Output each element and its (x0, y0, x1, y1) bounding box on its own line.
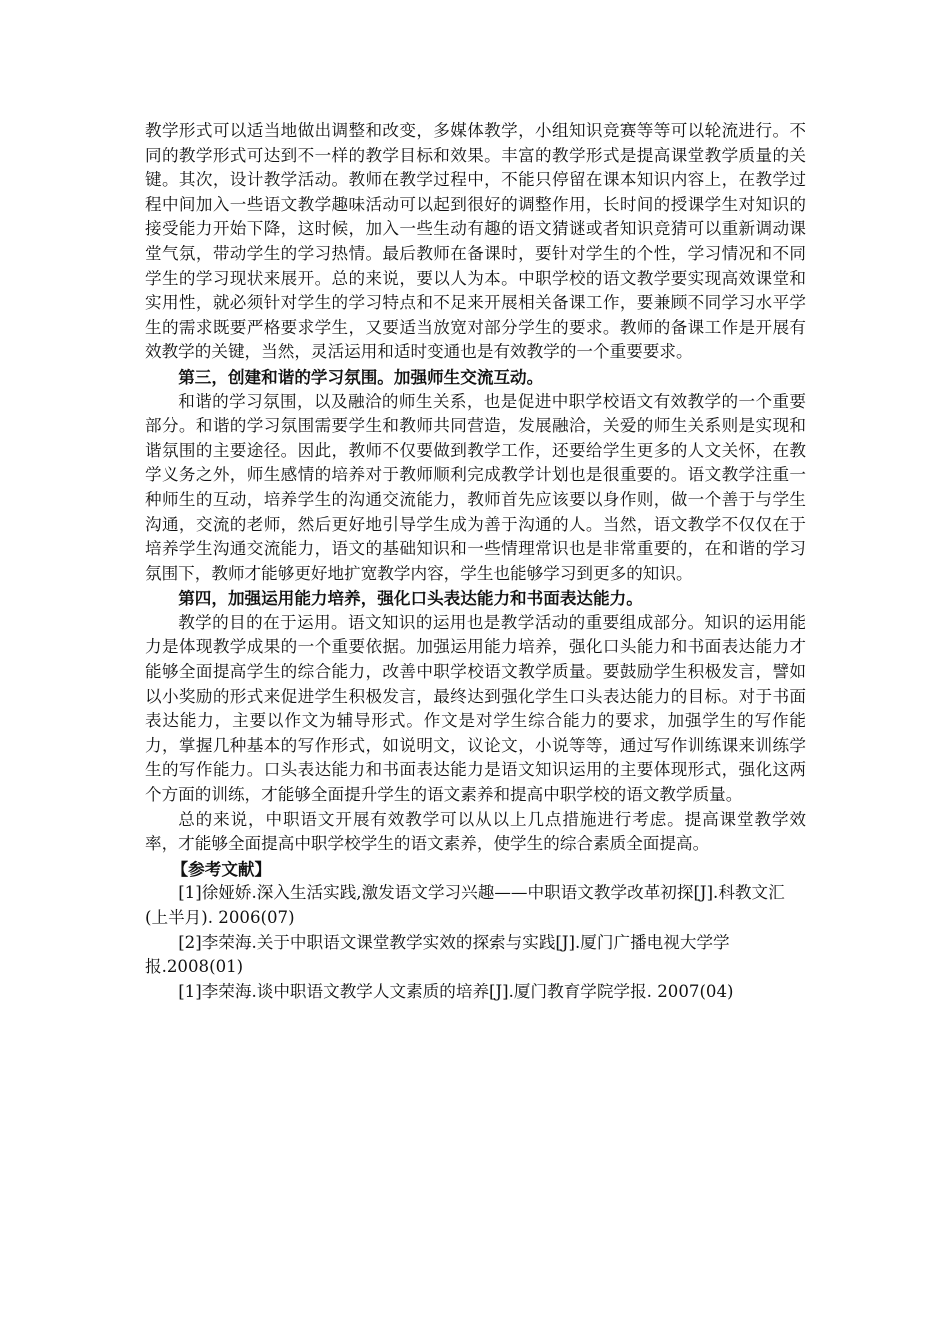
document-page (145, 119, 806, 1004)
paragraph-learning-atmosphere: 和谐的学习氛围，以及融洽的师生关系，也是促进中职学校语文有效教学的一个重要部分。和谐的学习氛围需要学生和教师共同营造，发展融洽，关爱的师生关系则是实现和谐氛围的主要途径。因此，教师不仅要做到教学工作，还要给学生更多的人文关怀，在教学义务之外，师生感情的培养对于教师顺利完成教学计划也是很重要的。语文教学注重一种师生的互动，培养学生的沟通交流能力，教师首先应该要以身作则，做一个善于与学生沟通，交流的老师，然后更好地引导学生成为善于沟通的人。当然，语文教学不仅仅在于培养学生沟通交流能力，语文的基础知识和一些情理常识也是非常重要的，在和谐的学习氛围下，教师才能够更好地扩宽教学内容，学生也能够学习到更多的知识。 (145, 391, 806, 583)
paragraph-application-ability: 教学的目的在于运用。语文知识的运用也是教学活动的重要组成部分。知识的运用能力是体现教学成果的一个重要依据。加强运用能力培养，强化口头能力和书面表达能力才能够全面提高学生的综合能力，改善中职学校语文教学质量。要鼓励学生积极发言，譬如以小奖励的形式来促进学生积极发言，最终达到强化学生口头表达能力的目标。对于书面表达能力，主要以作文为辅导形式。作文是对学生综合能力的要求，加强学生的写作能力，掌握几种基本的写作形式，如说明文，议论文，小说等等，通过写作训练课来训练学生的写作能力。口头表达能力和书面表达能力是语文知识运用的主要体现形式，强化这两个方面的训练，才能够全面提升学生的语文素养和提高中职学校的语文教学质量。 (145, 612, 806, 805)
paragraph-teaching-forms: 教学形式可以适当地做出调整和改变，多媒体教学，小组知识竞赛等等可以轮流进行。不同的教学形式可达到不一样的教学目标和效果。丰富的教学形式是提高课堂教学质量的关键。其次，设计教学活动。教师在教学过程中，不能只停留在课本知识内容上，在教学过程中间加入一些语文教学趣味活动可以起到很好的调整作用，长时间的授课学生对知识的接受能力开始下降，这时候，加入一些生动有趣的语文猜谜或者知识竞猜可以重新调动课堂气氛，带动学生的学习热情。最后教师在备课时，要针对学生的个性，学习情况和不同学生的学习现状来展开。总的来说，要以人为本。中职学校的语文教学要实现高效课堂和实用性，就必须针对学生的学习特点和不足来开展相关备课工作，要兼顾不同学习水平学生的需求既要严格要求学生，又要适当放宽对部分学生的要求。教师的备课工作是开展有效教学的关键，当然，灵活运用和适时变通也是有效教学的一个重要要求。 (145, 121, 806, 362)
reference-item: [1]李荣海.谈中职语文教学人文素质的培养[J].厦门教育学院学报. 2007(04) (178, 981, 734, 1001)
references-title: 【参考文献】 (171, 858, 272, 879)
section-heading-four: 第四，加强运用能力培养，强化口头表达能力和书面表达能力。 (178, 588, 643, 609)
reference-item: [2]李荣海.关于中职语文课堂教学实效的探索与实践[J].厦门广播电视大学学报.2008(01) (145, 932, 730, 977)
section-heading-three: 第三，创建和谐的学习氛围。加强师生交流互动。 (178, 366, 544, 387)
reference-item: [1]徐娅娇.深入生活实践,激发语文学习兴趣——中职语文教学改革初探[J].科教文汇(上半月). 2006(07) (145, 883, 785, 927)
paragraph-conclusion: 总的来说，中职语文开展有效教学可以从以上几点措施进行考虑。提高课堂教学效率，才能够全面提高中职学校学生的语文素养，使学生的综合素质全面提高。 (145, 809, 806, 854)
